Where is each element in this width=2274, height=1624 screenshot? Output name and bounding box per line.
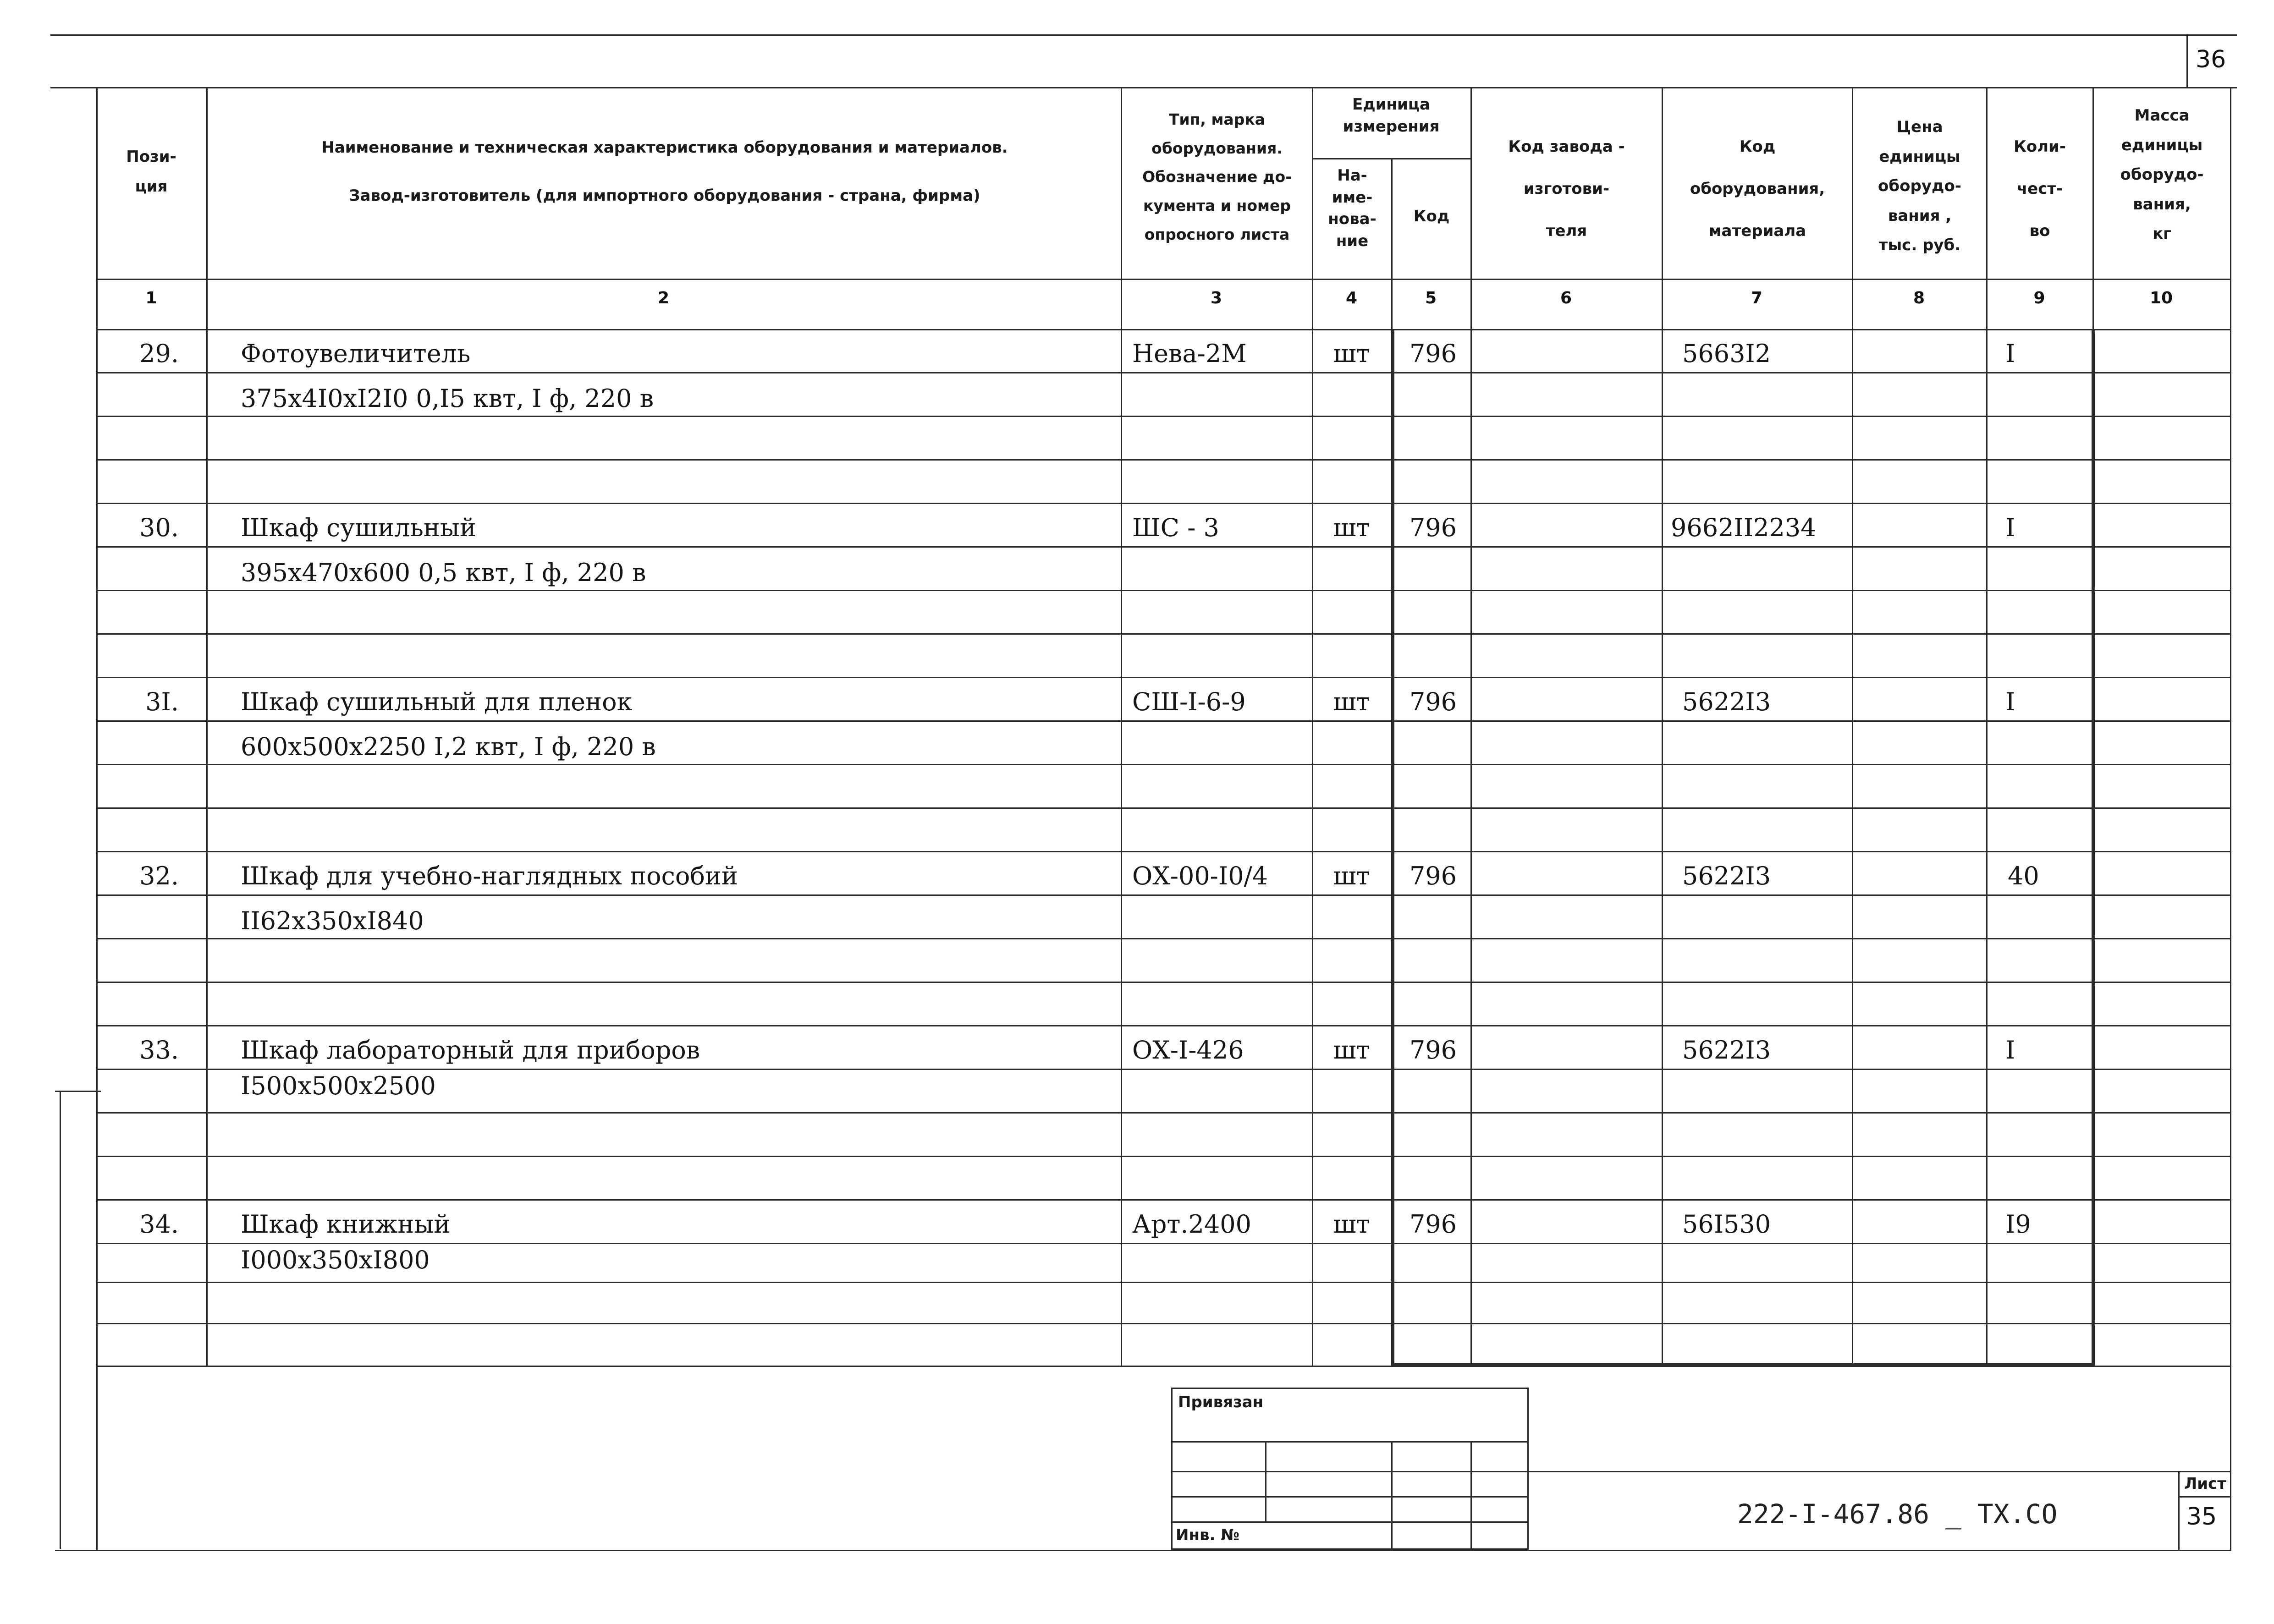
item-equipment-code: 5663I2 xyxy=(1682,339,1771,368)
item-unit: шт xyxy=(1333,1210,1370,1239)
frame-top xyxy=(50,87,2237,88)
frame-bottom xyxy=(55,1550,2231,1551)
item-type: ОХ-00-I0/4 xyxy=(1132,861,1268,890)
row-line xyxy=(96,982,2230,983)
row-line xyxy=(96,1323,2230,1324)
item-unit: шт xyxy=(1333,339,1370,368)
column-number: 2 xyxy=(657,289,670,307)
header-mass: Масса единицы оборудо- вания, кг xyxy=(2120,106,2204,243)
row-line xyxy=(96,720,2230,722)
item-equipment-code: 5622I3 xyxy=(1682,861,1771,890)
header-type: Тип, марка оборудования. Обозначение до- кумента и номер опросного листа xyxy=(1142,110,1292,243)
table-bottom xyxy=(96,1366,2230,1367)
item-type: ОХ-I-426 xyxy=(1132,1036,1244,1064)
col-div-6 xyxy=(1662,87,1663,1366)
row-line xyxy=(96,1069,2230,1070)
column-number: 1 xyxy=(145,289,157,307)
header-equipment-code: Код оборудования, материала xyxy=(1690,137,1825,240)
corner-page-number: 36 xyxy=(2196,46,2226,73)
header-unit: Единица измерения xyxy=(1343,95,1440,136)
item-type: Нева-2М xyxy=(1132,339,1247,368)
row-line xyxy=(96,546,2230,548)
header-quantity: Коли- чест- во xyxy=(2014,137,2066,240)
header-unit-code: Код xyxy=(1413,207,1450,225)
sheet-box-left xyxy=(2178,1471,2180,1550)
stamp-divider xyxy=(1391,1441,1393,1550)
item-quantity: I xyxy=(2005,1036,2015,1064)
item-position: 29. xyxy=(139,339,179,368)
item-position: 3I. xyxy=(145,687,179,716)
item-position: 33. xyxy=(139,1036,179,1064)
item-spec: I000x350xI800 xyxy=(241,1245,430,1274)
row-line xyxy=(96,807,2230,809)
binding-line-1 xyxy=(60,1091,61,1549)
stamp-rule xyxy=(1171,1496,1529,1498)
col-div-1 xyxy=(206,87,208,1366)
stamp-divider xyxy=(1470,1441,1472,1550)
item-position: 30. xyxy=(139,513,179,542)
item-equipment-code: 9662II2234 xyxy=(1671,513,1817,542)
row-line xyxy=(96,416,2230,417)
item-name: Шкаф книжный xyxy=(241,1210,451,1239)
row-line xyxy=(96,459,2230,461)
item-unit-code: 796 xyxy=(1409,1210,1457,1239)
corner-box-left xyxy=(2186,34,2188,87)
colnum-bottom xyxy=(96,329,2230,330)
row-line xyxy=(96,1199,2230,1201)
header-bottom xyxy=(96,279,2230,280)
row-line xyxy=(96,938,2230,939)
item-spec: 395x470x600 0,5 квт, I ф, 220 в xyxy=(241,558,646,587)
item-unit: шт xyxy=(1333,861,1370,890)
stamp-bound-box xyxy=(1171,1388,1529,1550)
sheet-box-rule xyxy=(2178,1496,2230,1498)
item-name: Шкаф для учебно-наглядных пособий xyxy=(241,861,738,890)
row-line xyxy=(96,764,2230,765)
frame-right xyxy=(2230,87,2231,1551)
binding-stub xyxy=(55,1091,101,1092)
sheet-label: Лист xyxy=(2184,1475,2226,1493)
column-number: 10 xyxy=(2149,289,2173,307)
header-position: Пози- ция xyxy=(126,148,176,196)
col-div-2 xyxy=(1121,87,1122,1366)
sheet-number: 35 xyxy=(2186,1503,2217,1531)
item-type: Арт.2400 xyxy=(1132,1210,1251,1239)
row-line xyxy=(96,503,2230,504)
stamp-inventory-label: Инв. № xyxy=(1176,1526,1240,1544)
item-position: 32. xyxy=(139,861,179,890)
item-equipment-code: 5622I3 xyxy=(1682,687,1771,716)
column-number: 6 xyxy=(1560,289,1572,307)
row-line xyxy=(96,1025,2230,1026)
row-line xyxy=(96,372,2230,373)
header-factory-code: Код завода - изготови- теля xyxy=(1508,137,1625,240)
item-unit: шт xyxy=(1333,687,1370,716)
col-div-8 xyxy=(1986,87,1988,1366)
item-spec: 600x500x2250 I,2 квт, I ф, 220 в xyxy=(241,732,656,761)
stamp-rule xyxy=(1171,1471,1529,1472)
column-number: 3 xyxy=(1210,289,1222,307)
column-number: 8 xyxy=(1913,289,1925,307)
row-line xyxy=(96,894,2230,896)
item-name: Шкаф сушильный для пленок xyxy=(241,687,633,716)
item-unit: шт xyxy=(1333,513,1370,542)
item-position: 34. xyxy=(139,1210,179,1239)
bold-frame-left xyxy=(1391,329,1394,1366)
item-unit-code: 796 xyxy=(1409,1036,1457,1064)
item-spec: II62x350xI840 xyxy=(241,906,424,935)
row-line xyxy=(96,1156,2230,1157)
col-div-3 xyxy=(1312,87,1313,1366)
stamp-divider xyxy=(1265,1441,1266,1521)
column-number: 7 xyxy=(1751,289,1763,307)
row-line xyxy=(96,1112,2230,1114)
column-number: 4 xyxy=(1345,289,1358,307)
item-name: Шкаф сушильный xyxy=(241,513,476,542)
document-number: 222-I-467.86 _ ТХ.СО xyxy=(1737,1498,2058,1530)
item-quantity: I xyxy=(2005,339,2015,368)
header-unit-name: На- име- нова- ние xyxy=(1328,166,1377,250)
column-number: 9 xyxy=(2033,289,2045,307)
item-unit-code: 796 xyxy=(1409,687,1457,716)
bold-frame-right xyxy=(2092,329,2095,1366)
item-spec: 375x4I0xI2I0 0,I5 квт, I ф, 220 в xyxy=(241,384,654,413)
stamp-bound-label: Привязан xyxy=(1178,1393,1264,1411)
item-equipment-code: 56I530 xyxy=(1682,1210,1771,1239)
row-line xyxy=(96,677,2230,678)
row-line xyxy=(96,1282,2230,1283)
item-type: ШС - 3 xyxy=(1132,513,1219,542)
row-line xyxy=(96,633,2230,635)
item-type: СШ-I-6-9 xyxy=(1132,687,1246,716)
header-name-line1: Наименование и техническая характеристика оборудования и материалов. xyxy=(321,138,1008,157)
stamp-rule xyxy=(1171,1441,1529,1443)
row-line xyxy=(96,851,2230,852)
item-spec: I500x500x2500 xyxy=(241,1071,436,1100)
item-quantity: I xyxy=(2005,687,2015,716)
row-line xyxy=(96,1243,2230,1244)
col-div-5 xyxy=(1470,87,1472,1366)
col-div-7 xyxy=(1852,87,1853,1366)
item-quantity: I xyxy=(2005,513,2015,542)
row-line xyxy=(96,590,2230,591)
item-unit-code: 796 xyxy=(1409,861,1457,890)
header-name-line2: Завод-изготовитель (для импортного оборудования - страна, фирма) xyxy=(349,187,980,205)
item-name: Шкаф лабораторный для приборов xyxy=(241,1036,700,1064)
stamp-rule xyxy=(1171,1521,1529,1523)
stamp-doc-top xyxy=(1529,1471,2230,1472)
item-name: Фотоувеличитель xyxy=(241,339,471,368)
item-unit-code: 796 xyxy=(1409,339,1457,368)
column-number: 5 xyxy=(1425,289,1437,307)
item-equipment-code: 5622I3 xyxy=(1682,1036,1771,1064)
item-unit-code: 796 xyxy=(1409,513,1457,542)
header-price: Цена единицы оборудо- вания , тыс. руб. xyxy=(1878,118,1961,255)
item-quantity: I9 xyxy=(2005,1210,2031,1239)
top-rule xyxy=(50,34,2237,36)
item-quantity: 40 xyxy=(2008,861,2039,890)
item-unit: шт xyxy=(1333,1036,1370,1064)
